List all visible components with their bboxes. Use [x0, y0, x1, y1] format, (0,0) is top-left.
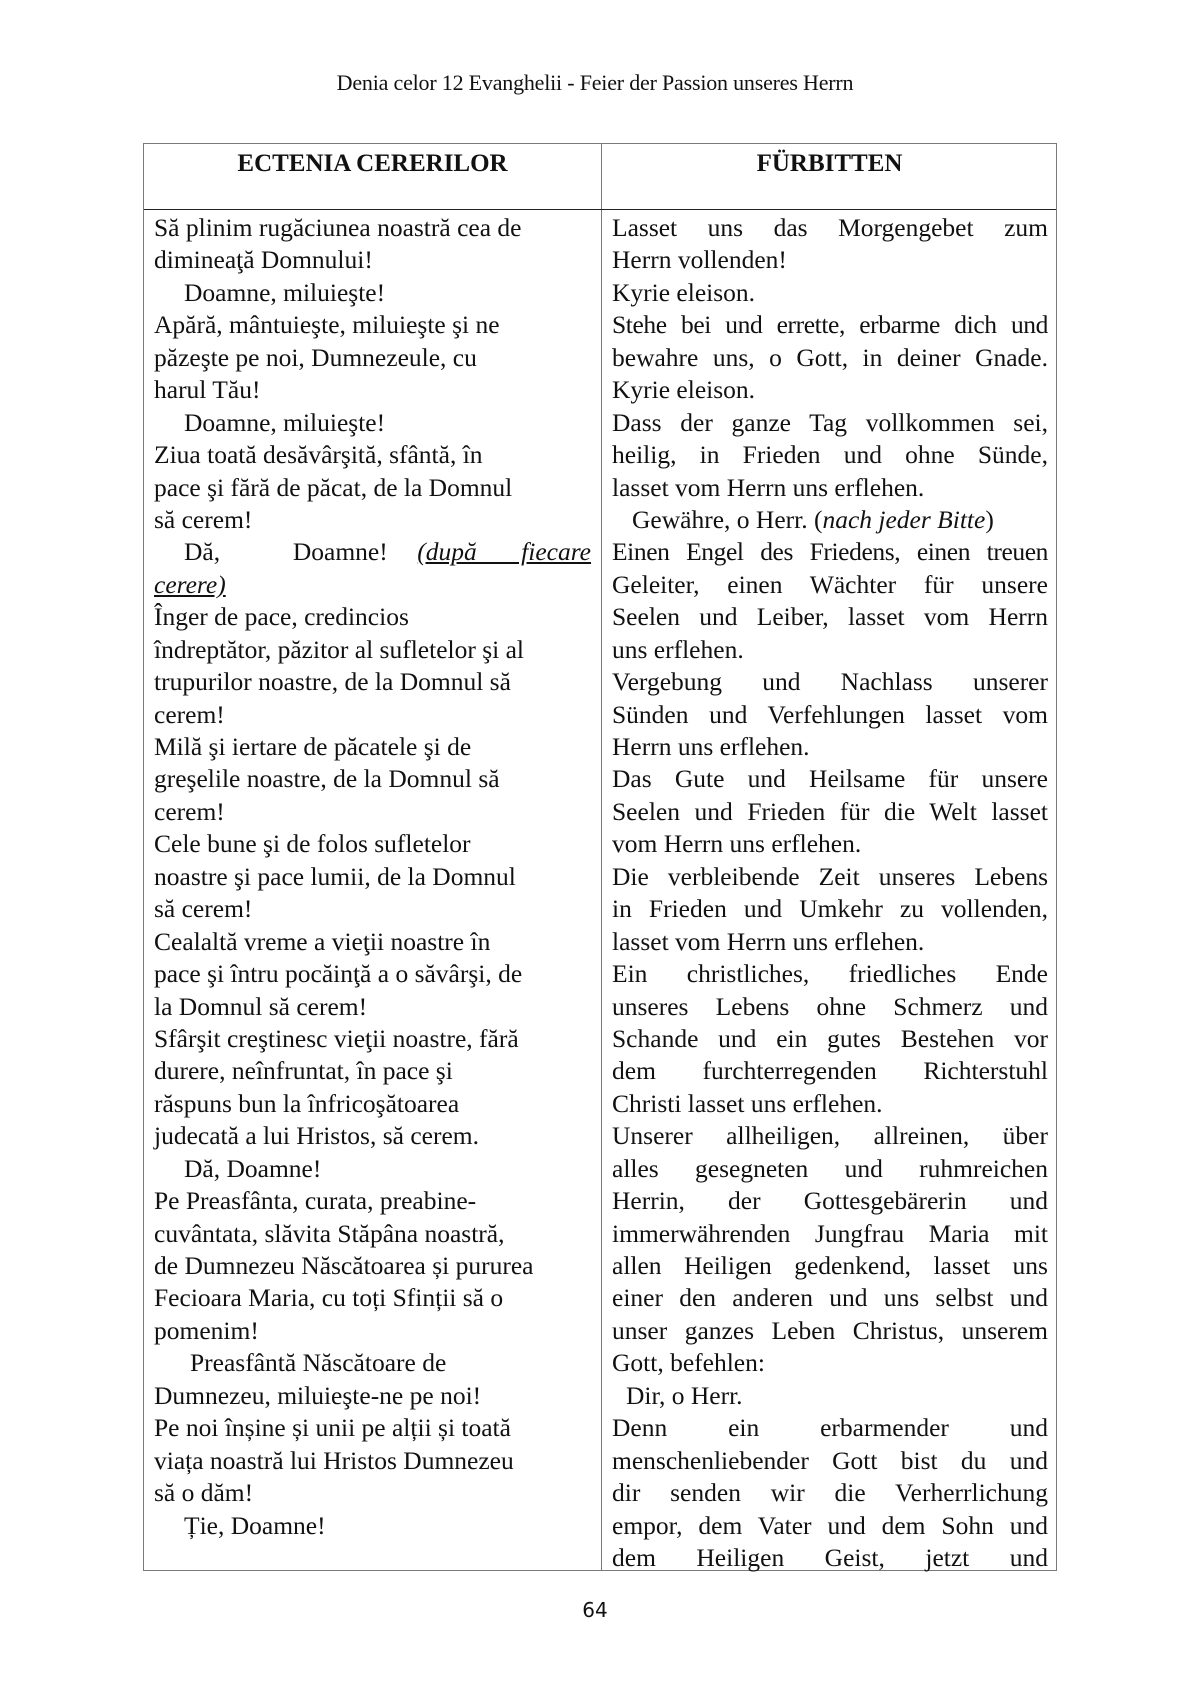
text-line: Seelen und Leiber, lasset vom Herrn — [612, 602, 1048, 632]
text-line: cuvântata, slăvita Stăpâna noastră, — [154, 1218, 505, 1248]
page-number: 64 — [582, 1598, 608, 1622]
text-line: Pe noi înșine și unii pe alții și toată — [154, 1413, 511, 1443]
text-line: Herrn uns erflehen. — [612, 732, 810, 761]
text-line: in Frieden und Umkehr zu vollenden, — [612, 894, 1048, 924]
text-line: Das Gute und Heilsame für unsere — [612, 764, 1048, 794]
text-line: lasset vom Herrn uns erflehen. — [612, 472, 925, 502]
header-rule — [144, 209, 1056, 210]
text-line: cerem! — [154, 699, 225, 729]
text-line: de Dumnezeu Născătoarea și pururea — [154, 1251, 534, 1280]
text-line: Herrn vollenden! — [612, 245, 787, 275]
column-header-romanian — [144, 144, 601, 209]
text-line: Dass der ganze Tag vollkommen sei, — [612, 407, 1048, 437]
text-line: Fecioara Maria, cu toți Sfinții să o — [154, 1283, 504, 1313]
text-line: harul Tău! — [154, 375, 261, 405]
response-line: Doamne, miluieşte! — [184, 407, 386, 437]
text-line: Să plinim rugăciunea noastră cea de — [154, 213, 522, 242]
response-line — [154, 536, 591, 568]
column-divider — [601, 144, 602, 1570]
response-line: Kyrie eleison. — [612, 375, 756, 405]
text-line: alles gesegneten und ruhmreichen — [612, 1153, 1048, 1183]
text-line: Herrin, der Gottesgebärerin und — [612, 1186, 1048, 1216]
text-line: noastre şi pace lumii, de la Domnul — [154, 861, 516, 891]
text-line: Sfârşit creştinesc vieţii noastre, fără — [154, 1023, 519, 1053]
text-line: dimineaţă Domnului! — [154, 245, 373, 275]
rubric-note: nach jeder Bitte — [822, 504, 986, 534]
rubric-paren: ) — [985, 504, 994, 534]
text-line: empor, dem Vater und dem Sohn und — [612, 1510, 1048, 1540]
response-line: Ție, Doamne! — [184, 1510, 326, 1540]
text-line: pomenim! — [154, 1315, 259, 1345]
column-header-german — [602, 144, 1057, 209]
text-line: unseres Lebens ohne Schmerz und — [612, 991, 1048, 1021]
response-text: Gewähre, o Herr. ( — [632, 504, 823, 534]
text-line: cerem! — [154, 796, 225, 826]
column-header-german-label: FÜRBITTEN — [756, 150, 903, 177]
text-line: pace şi fără de păcat, de la Domnul — [154, 472, 513, 502]
text-line: să cerem! — [154, 504, 253, 534]
text-line: Geleiter, einen Wächter für unsere — [612, 569, 1048, 599]
romanian-column — [154, 212, 591, 1542]
response-line: Doamne, miluieşte! — [184, 277, 386, 307]
text-line: să o dăm! — [154, 1478, 254, 1508]
text-line: Unserer allheiligen, allreinen, über — [612, 1121, 1048, 1151]
text-line: Christi lasset uns erflehen. — [612, 1088, 883, 1118]
text-line: durere, neînfruntat, în pace şi — [154, 1056, 453, 1086]
text-line: dem furchterregenden Richterstuhl — [612, 1056, 1048, 1086]
text-line: greşelile noastre, de la Domnul să — [154, 764, 500, 794]
text-line: Schande und ein gutes Bestehen vor — [612, 1023, 1048, 1053]
text-line: dir senden wir die Verherrlichung — [612, 1478, 1048, 1508]
response-text: Dă, Doamne! — [184, 537, 388, 567]
text-line: viața noastră lui Hristos Dumnezeu — [154, 1445, 514, 1475]
text-line: immerwährenden Jungfrau Maria mit — [612, 1218, 1048, 1248]
text-line: Înger de pace, credincios — [154, 602, 409, 632]
running-header: Denia celor 12 Evanghelii - Feier der Passion unseres Herrn — [336, 70, 854, 95]
rubric-note: (după fiecare — [417, 537, 591, 567]
text-line: allen Heiligen gedenkend, lasset uns — [612, 1251, 1048, 1280]
text-line: să cerem! — [154, 894, 253, 924]
response-line: Preasfântă Născătoare de — [190, 1348, 447, 1378]
text-line: Ziua toată desăvârşită, sfântă, în — [154, 440, 483, 470]
response-line-continued: Dumnezeu, miluieşte-ne pe noi! — [154, 1380, 482, 1410]
text-line: menschenliebender Gott bist du und — [612, 1445, 1048, 1475]
text-line: pace şi întru pocăinţă a o săvârşi, de — [154, 959, 523, 989]
text-line: bewahre uns, o Gott, in deiner Gnade. — [612, 342, 1048, 372]
text-line: einer den anderen und uns selbst und — [612, 1283, 1048, 1313]
text-line: Stehe bei und errette, erbarme dich und — [612, 310, 1048, 340]
german-column — [612, 212, 1048, 1574]
text-line: Gott, befehlen: — [612, 1348, 765, 1378]
text-line: heilig, in Frieden und ohne Sünde, — [612, 440, 1048, 470]
column-header-romanian-label: ECTENIA CERERILOR — [237, 150, 508, 177]
text-line: Vergebung und Nachlass unserer — [612, 667, 1048, 697]
text-line: Cealaltă vreme a vieţii noastre în — [154, 926, 491, 956]
text-line: Milă şi iertare de păcatele şi de — [154, 732, 472, 761]
bilingual-table — [143, 143, 1057, 1571]
response-line: Dir, o Herr. — [626, 1380, 743, 1410]
text-line: judecată a lui Hristos, să cerem. — [154, 1121, 480, 1151]
text-line: îndreptător, păzitor al sufletelor şi al — [154, 634, 525, 664]
text-line: dem Heiligen Geist, jetzt und — [612, 1542, 1048, 1572]
rubric-note-continued: cerere) — [154, 569, 226, 599]
text-line: Pe Preasfânta, curata, preabine- — [154, 1186, 477, 1216]
text-line: la Domnul să cerem! — [154, 991, 368, 1021]
text-line: Die verbleibende Zeit unseres Lebens — [612, 861, 1048, 891]
text-line: Apără, mântuieşte, miluieşte şi ne — [154, 310, 500, 340]
text-line: răspuns bun la înfricoşătoarea — [154, 1088, 460, 1118]
text-line: unser ganzes Leben Christus, unserem — [612, 1315, 1048, 1345]
text-line: Einen Engel des Friedens, einen treuen — [612, 537, 1048, 567]
text-line: lasset vom Herrn uns erflehen. — [612, 926, 925, 956]
text-line: Cele bune şi de folos sufletelor — [154, 829, 471, 859]
text-line: Denn ein erbarmender und — [612, 1413, 1048, 1443]
text-line: Ein christliches, friedliches Ende — [612, 959, 1048, 989]
text-line: păzeşte pe noi, Dumnezeule, cu — [154, 342, 477, 372]
response-line: Kyrie eleison. — [612, 277, 756, 307]
text-line: uns erflehen. — [612, 634, 744, 664]
text-line: vom Herrn uns erflehen. — [612, 829, 862, 859]
response-line — [612, 504, 1048, 536]
text-line: trupurilor noastre, de la Domnul să — [154, 667, 511, 697]
text-line: Lasset uns das Morgengebet zum — [612, 213, 1048, 242]
text-line: Sünden und Verfehlungen lasset vom — [612, 699, 1048, 729]
text-line: Seelen und Frieden für die Welt lasset — [612, 796, 1048, 826]
response-line: Dă, Doamne! — [184, 1153, 322, 1183]
